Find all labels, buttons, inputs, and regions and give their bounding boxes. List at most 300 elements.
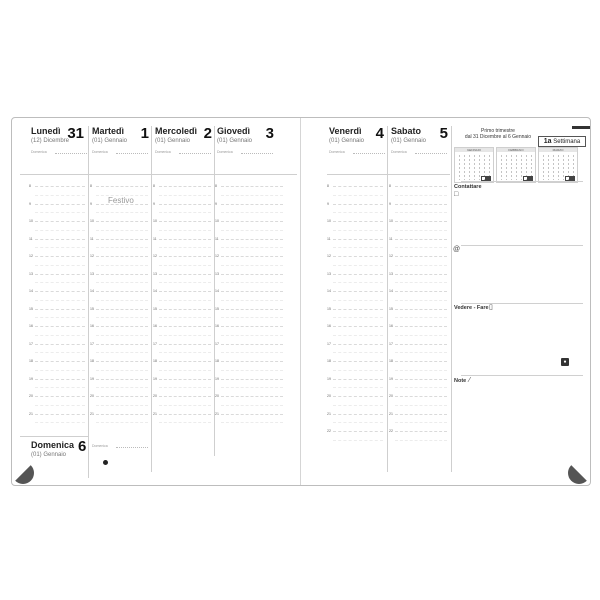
hour-line[interactable] — [159, 291, 211, 292]
half-hour-line[interactable] — [35, 265, 85, 266]
hour-label: 20 — [90, 394, 94, 398]
hour-line[interactable] — [35, 396, 85, 397]
hour-line[interactable] — [35, 361, 85, 362]
half-hour-line[interactable] — [35, 370, 85, 371]
half-hour-line[interactable] — [333, 440, 383, 441]
hour-line[interactable] — [333, 274, 383, 275]
day-number: 3 — [265, 125, 274, 142]
hour-label: 10 — [215, 219, 219, 223]
half-hour-line[interactable] — [159, 195, 211, 196]
hour-label: 17 — [29, 341, 33, 346]
half-hour-line[interactable] — [333, 317, 383, 318]
day-name: Giovedì — [217, 126, 251, 136]
half-hour-line[interactable] — [333, 247, 383, 248]
hour-line[interactable] — [35, 309, 85, 310]
leaf-icon: ● — [561, 358, 569, 366]
hour-line[interactable] — [221, 204, 283, 205]
half-hour-line[interactable] — [159, 265, 211, 266]
half-hour-line[interactable] — [159, 335, 211, 336]
hour-label: 22 — [389, 429, 393, 433]
hour-line[interactable] — [221, 344, 283, 345]
section-divider — [461, 181, 583, 182]
half-hour-line[interactable] — [395, 352, 447, 353]
half-hour-line[interactable] — [35, 212, 85, 213]
corner-perforation-right — [568, 462, 590, 484]
hour-line[interactable] — [96, 309, 148, 310]
half-hour-line[interactable] — [333, 352, 383, 353]
hour-label: 9 — [153, 201, 155, 206]
hour-label: 20 — [29, 394, 33, 398]
hour-line[interactable] — [333, 309, 383, 310]
hour-label: 16 — [29, 324, 33, 328]
hour-line[interactable] — [333, 414, 383, 415]
half-hour-line[interactable] — [35, 405, 85, 406]
corner-perforation-left — [12, 462, 34, 484]
hour-line[interactable] — [35, 204, 85, 205]
half-hour-line[interactable] — [96, 405, 148, 406]
half-hour-line[interactable] — [96, 370, 148, 371]
half-hour-line[interactable] — [159, 282, 211, 283]
week-label: Settimana — [553, 139, 581, 145]
hour-line[interactable] — [333, 221, 383, 222]
half-hour-line[interactable] — [96, 335, 148, 336]
half-hour-line[interactable] — [333, 370, 383, 371]
hour-line[interactable] — [159, 274, 211, 275]
half-hour-line[interactable] — [395, 440, 447, 441]
hour-line[interactable] — [395, 414, 447, 415]
hour-label: 13 — [29, 271, 33, 276]
hour-line[interactable] — [221, 256, 283, 257]
half-hour-line[interactable] — [221, 230, 283, 231]
section-divider — [461, 375, 583, 376]
half-hour-line[interactable] — [395, 405, 447, 406]
hour-label: 16 — [215, 324, 219, 328]
hour-label: 14 — [153, 289, 157, 293]
hour-line[interactable] — [159, 221, 211, 222]
hour-line[interactable] — [159, 379, 211, 380]
column-divider — [88, 126, 89, 478]
half-hour-line[interactable] — [159, 300, 211, 301]
hour-line[interactable] — [221, 239, 283, 240]
half-hour-line[interactable] — [159, 405, 211, 406]
half-hour-line[interactable] — [35, 230, 85, 231]
hour-label: 19 — [327, 376, 331, 381]
hour-label: 19 — [389, 376, 393, 381]
hour-label: 22 — [327, 429, 331, 433]
half-hour-line[interactable] — [96, 265, 148, 266]
day-field-label: Domenica — [155, 150, 171, 154]
half-hour-line[interactable] — [333, 335, 383, 336]
half-hour-line[interactable] — [395, 387, 447, 388]
hour-line[interactable] — [96, 396, 148, 397]
sunday-number: 6 — [78, 438, 87, 455]
hour-line[interactable] — [395, 326, 447, 327]
hour-line[interactable] — [35, 239, 85, 240]
half-hour-line[interactable] — [333, 387, 383, 388]
hour-line[interactable] — [96, 344, 148, 345]
hour-line[interactable] — [35, 256, 85, 257]
hour-line[interactable] — [96, 239, 148, 240]
binding-gutter — [300, 118, 301, 485]
half-hour-line[interactable] — [221, 282, 283, 283]
hour-line[interactable] — [96, 379, 148, 380]
hour-label: 18 — [29, 359, 33, 363]
hour-line[interactable] — [159, 186, 211, 187]
hour-line[interactable] — [35, 274, 85, 275]
hour-label: 16 — [153, 324, 157, 328]
sunday-subtitle: (01) Gennaio — [31, 452, 67, 458]
hour-label: 19 — [29, 376, 33, 381]
hour-line[interactable] — [333, 239, 383, 240]
hour-line[interactable] — [96, 291, 148, 292]
hour-label: 14 — [215, 289, 219, 293]
mini-calendar-title: FEBBRAIO — [497, 148, 535, 152]
half-hour-line[interactable] — [333, 265, 383, 266]
hour-line[interactable] — [395, 291, 447, 292]
hour-line[interactable] — [221, 274, 283, 275]
hour-label: 16 — [90, 324, 94, 328]
half-hour-line[interactable] — [333, 300, 383, 301]
hour-label: 17 — [327, 341, 331, 346]
hour-label: 16 — [327, 324, 331, 328]
half-hour-line[interactable] — [395, 335, 447, 336]
half-hour-line[interactable] — [221, 422, 283, 423]
half-hour-line[interactable] — [395, 265, 447, 266]
half-hour-line[interactable] — [35, 300, 85, 301]
day-name: Venerdì — [329, 126, 362, 136]
hour-line[interactable] — [333, 291, 383, 292]
half-hour-line[interactable] — [159, 212, 211, 213]
hour-line[interactable] — [96, 186, 148, 187]
column-divider — [451, 126, 452, 472]
hour-label: 18 — [389, 359, 393, 363]
half-hour-line[interactable] — [333, 195, 383, 196]
hour-label: 11 — [327, 236, 331, 241]
hour-label: 11 — [215, 236, 219, 241]
hour-label: 8 — [90, 184, 92, 188]
half-hour-line[interactable] — [221, 352, 283, 353]
hour-label: 18 — [327, 359, 331, 363]
half-hour-line[interactable] — [395, 212, 447, 213]
hour-label: 19 — [215, 376, 219, 381]
at-icon: @ — [453, 246, 461, 253]
holiday-label: Festivo — [108, 196, 134, 205]
hour-label: 20 — [153, 394, 157, 398]
half-hour-line[interactable] — [96, 195, 148, 196]
half-hour-line[interactable] — [96, 352, 148, 353]
hour-label: 15 — [29, 306, 33, 311]
hour-label: 11 — [153, 236, 157, 241]
hour-line[interactable] — [159, 396, 211, 397]
day-column-wednesday — [153, 126, 215, 184]
day-field-label: Domenica — [92, 150, 108, 154]
hour-line[interactable] — [395, 239, 447, 240]
half-hour-line[interactable] — [333, 212, 383, 213]
half-hour-line[interactable] — [159, 352, 211, 353]
hour-line[interactable] — [35, 344, 85, 345]
hour-label: 18 — [215, 359, 219, 363]
half-hour-line[interactable] — [221, 212, 283, 213]
hour-label: 14 — [29, 289, 33, 293]
day-name: Sabato — [391, 126, 422, 136]
hour-line[interactable] — [159, 414, 211, 415]
hour-line[interactable] — [333, 186, 383, 187]
day-subtitle: (01) Gennaio — [155, 138, 191, 144]
half-hour-line[interactable] — [395, 422, 447, 423]
hour-label: 21 — [389, 411, 393, 416]
trimester-range: dal 31 Dicembre al 6 Gennaio — [464, 134, 532, 140]
hour-line[interactable] — [159, 256, 211, 257]
half-hour-line[interactable] — [221, 335, 283, 336]
hour-line[interactable] — [333, 431, 383, 432]
hour-line[interactable] — [221, 221, 283, 222]
day-number: 5 — [439, 125, 448, 142]
hour-line[interactable] — [159, 204, 211, 205]
hour-line[interactable] — [333, 326, 383, 327]
hour-label: 10 — [29, 219, 33, 223]
hour-line[interactable] — [96, 326, 148, 327]
hour-line[interactable] — [96, 221, 148, 222]
hour-label: 13 — [327, 271, 331, 276]
hour-label: 16 — [389, 324, 393, 328]
week-number: 1a — [543, 138, 552, 145]
hour-line[interactable] — [159, 361, 211, 362]
hour-label: 8 — [389, 184, 391, 188]
half-hour-line[interactable] — [221, 195, 283, 196]
half-hour-line[interactable] — [395, 282, 447, 283]
half-hour-line[interactable] — [221, 405, 283, 406]
half-hour-line[interactable] — [35, 422, 85, 423]
half-hour-line[interactable] — [221, 370, 283, 371]
hour-label: 10 — [389, 219, 393, 223]
half-hour-line[interactable] — [221, 265, 283, 266]
hour-line[interactable] — [96, 274, 148, 275]
hour-line[interactable] — [159, 344, 211, 345]
sunday-divider — [20, 436, 88, 437]
see-do-label: Vedere - Fare — [454, 305, 489, 311]
hour-label: 8 — [215, 184, 217, 188]
hour-line[interactable] — [395, 186, 447, 187]
hour-line[interactable] — [159, 326, 211, 327]
hour-label: 19 — [90, 376, 94, 381]
planner-spread — [11, 117, 591, 486]
day-column-thursday — [215, 126, 277, 184]
hour-line[interactable] — [35, 326, 85, 327]
hour-line[interactable] — [221, 414, 283, 415]
hour-label: 10 — [153, 219, 157, 223]
hour-line[interactable] — [96, 414, 148, 415]
half-hour-line[interactable] — [395, 230, 447, 231]
edge-tab — [572, 126, 590, 129]
hour-line[interactable] — [159, 309, 211, 310]
hour-label: 17 — [215, 341, 219, 346]
day-subtitle: (12) Dicembre — [31, 138, 70, 144]
half-hour-line[interactable] — [333, 282, 383, 283]
half-hour-line[interactable] — [159, 247, 211, 248]
hour-label: 21 — [153, 411, 157, 416]
hour-line[interactable] — [96, 361, 148, 362]
hour-label: 18 — [90, 359, 94, 363]
half-hour-line[interactable] — [96, 387, 148, 388]
day-field-label: Domenica — [329, 150, 345, 154]
section-divider — [461, 245, 583, 246]
week-number-box — [538, 136, 586, 147]
half-hour-line[interactable] — [159, 422, 211, 423]
half-hour-line[interactable] — [333, 405, 383, 406]
half-hour-line[interactable] — [96, 247, 148, 248]
hour-line[interactable] — [35, 379, 85, 380]
half-hour-line[interactable] — [35, 317, 85, 318]
half-hour-line[interactable] — [35, 247, 85, 248]
day-column-monday — [29, 126, 87, 184]
phone-icon: □ — [454, 191, 459, 198]
hour-label: 13 — [90, 271, 94, 276]
mini-calendar-title: GENNAIO — [455, 148, 493, 152]
hour-line[interactable] — [395, 379, 447, 380]
half-hour-line[interactable] — [159, 230, 211, 231]
hour-line[interactable] — [221, 396, 283, 397]
notes-label: Note — [454, 378, 467, 384]
hour-line[interactable] — [35, 414, 85, 415]
hour-label: 13 — [153, 271, 157, 276]
hour-label: 21 — [215, 411, 219, 416]
half-hour-line[interactable] — [35, 195, 85, 196]
hour-line[interactable] — [395, 204, 447, 205]
hour-line[interactable] — [333, 344, 383, 345]
column-divider — [387, 126, 388, 472]
mini-calendar-title: MARZO — [539, 148, 577, 152]
hour-line[interactable] — [395, 396, 447, 397]
hour-line[interactable] — [221, 326, 283, 327]
hour-line[interactable] — [221, 309, 283, 310]
hour-line[interactable] — [35, 186, 85, 187]
hour-label: 12 — [29, 254, 33, 258]
hour-label: 12 — [327, 254, 331, 258]
half-hour-line[interactable] — [35, 352, 85, 353]
day-field-label: Domenica — [217, 150, 233, 154]
day-name: Martedì — [92, 126, 125, 136]
half-hour-line[interactable] — [96, 422, 148, 423]
hour-line[interactable] — [96, 204, 148, 205]
hour-label: 9 — [90, 201, 92, 206]
half-hour-line[interactable] — [395, 247, 447, 248]
half-hour-line[interactable] — [96, 282, 148, 283]
half-hour-line[interactable] — [35, 335, 85, 336]
day-number: 31 — [67, 125, 84, 142]
day-column-friday — [327, 126, 387, 184]
hour-label: 20 — [327, 394, 331, 398]
hour-label: 15 — [215, 306, 219, 311]
half-hour-line[interactable] — [96, 230, 148, 231]
hour-label: 8 — [153, 184, 155, 188]
hour-line[interactable] — [333, 204, 383, 205]
hour-line[interactable] — [221, 361, 283, 362]
half-hour-line[interactable] — [35, 282, 85, 283]
half-hour-line[interactable] — [221, 300, 283, 301]
hour-label: 12 — [215, 254, 219, 258]
clipboard-icon: ▯ — [489, 304, 493, 311]
hour-line[interactable] — [395, 221, 447, 222]
half-hour-line[interactable] — [96, 212, 148, 213]
hour-line[interactable] — [96, 256, 148, 257]
hour-line[interactable] — [395, 256, 447, 257]
half-hour-line[interactable] — [395, 370, 447, 371]
mini-calendar-february — [496, 147, 536, 183]
hour-line[interactable] — [221, 379, 283, 380]
hour-label: 9 — [389, 201, 391, 206]
day-name: Lunedì — [31, 126, 61, 136]
hour-line[interactable] — [333, 256, 383, 257]
contacts-label: Contattare — [454, 184, 482, 190]
half-hour-line[interactable] — [395, 195, 447, 196]
hour-label: 9 — [327, 201, 329, 206]
half-hour-line[interactable] — [221, 247, 283, 248]
hour-label: 19 — [153, 376, 157, 381]
pencil-icon: ⁄ — [469, 377, 471, 384]
hour-label: 10 — [90, 219, 94, 223]
hour-line[interactable] — [35, 291, 85, 292]
hour-line[interactable] — [395, 361, 447, 362]
hour-label: 20 — [389, 394, 393, 398]
half-hour-line[interactable] — [35, 387, 85, 388]
mini-calendar-january — [454, 147, 494, 183]
hour-label: 15 — [90, 306, 94, 311]
half-hour-line[interactable] — [333, 422, 383, 423]
hour-line[interactable] — [395, 344, 447, 345]
hour-label: 17 — [90, 341, 94, 346]
day-field-label: Domenica — [391, 150, 407, 154]
hour-label: 14 — [389, 289, 393, 293]
hour-line[interactable] — [333, 396, 383, 397]
half-hour-line[interactable] — [96, 300, 148, 301]
hour-label: 14 — [90, 289, 94, 293]
day-number: 4 — [375, 125, 384, 142]
hour-line[interactable] — [333, 361, 383, 362]
hour-line[interactable] — [395, 431, 447, 432]
half-hour-line[interactable] — [159, 370, 211, 371]
hour-line[interactable] — [221, 186, 283, 187]
hour-label: 17 — [153, 341, 157, 346]
half-hour-line[interactable] — [333, 230, 383, 231]
hour-line[interactable] — [333, 379, 383, 380]
hour-label: 13 — [389, 271, 393, 276]
hour-label: 21 — [327, 411, 331, 416]
hour-line[interactable] — [35, 221, 85, 222]
hour-label: 14 — [327, 289, 331, 293]
half-hour-line[interactable] — [221, 317, 283, 318]
hour-label: 9 — [29, 201, 31, 206]
half-hour-line[interactable] — [96, 317, 148, 318]
day-field-label: Domenica — [31, 150, 47, 154]
hour-label: 21 — [90, 411, 94, 416]
half-hour-line[interactable] — [221, 387, 283, 388]
hour-label: 10 — [327, 219, 331, 223]
half-hour-line[interactable] — [159, 317, 211, 318]
day-subtitle: (01) Gennaio — [391, 138, 427, 144]
hour-label: 11 — [90, 236, 94, 241]
day-column-saturday — [389, 126, 451, 184]
hour-line[interactable] — [159, 239, 211, 240]
hour-line[interactable] — [221, 291, 283, 292]
hour-line[interactable] — [395, 274, 447, 275]
hour-label: 20 — [215, 394, 219, 398]
hour-line[interactable] — [395, 309, 447, 310]
hour-label: 17 — [389, 341, 393, 346]
hour-label: 9 — [215, 201, 217, 206]
half-hour-line[interactable] — [395, 300, 447, 301]
half-hour-line[interactable] — [159, 387, 211, 388]
half-hour-line[interactable] — [395, 317, 447, 318]
